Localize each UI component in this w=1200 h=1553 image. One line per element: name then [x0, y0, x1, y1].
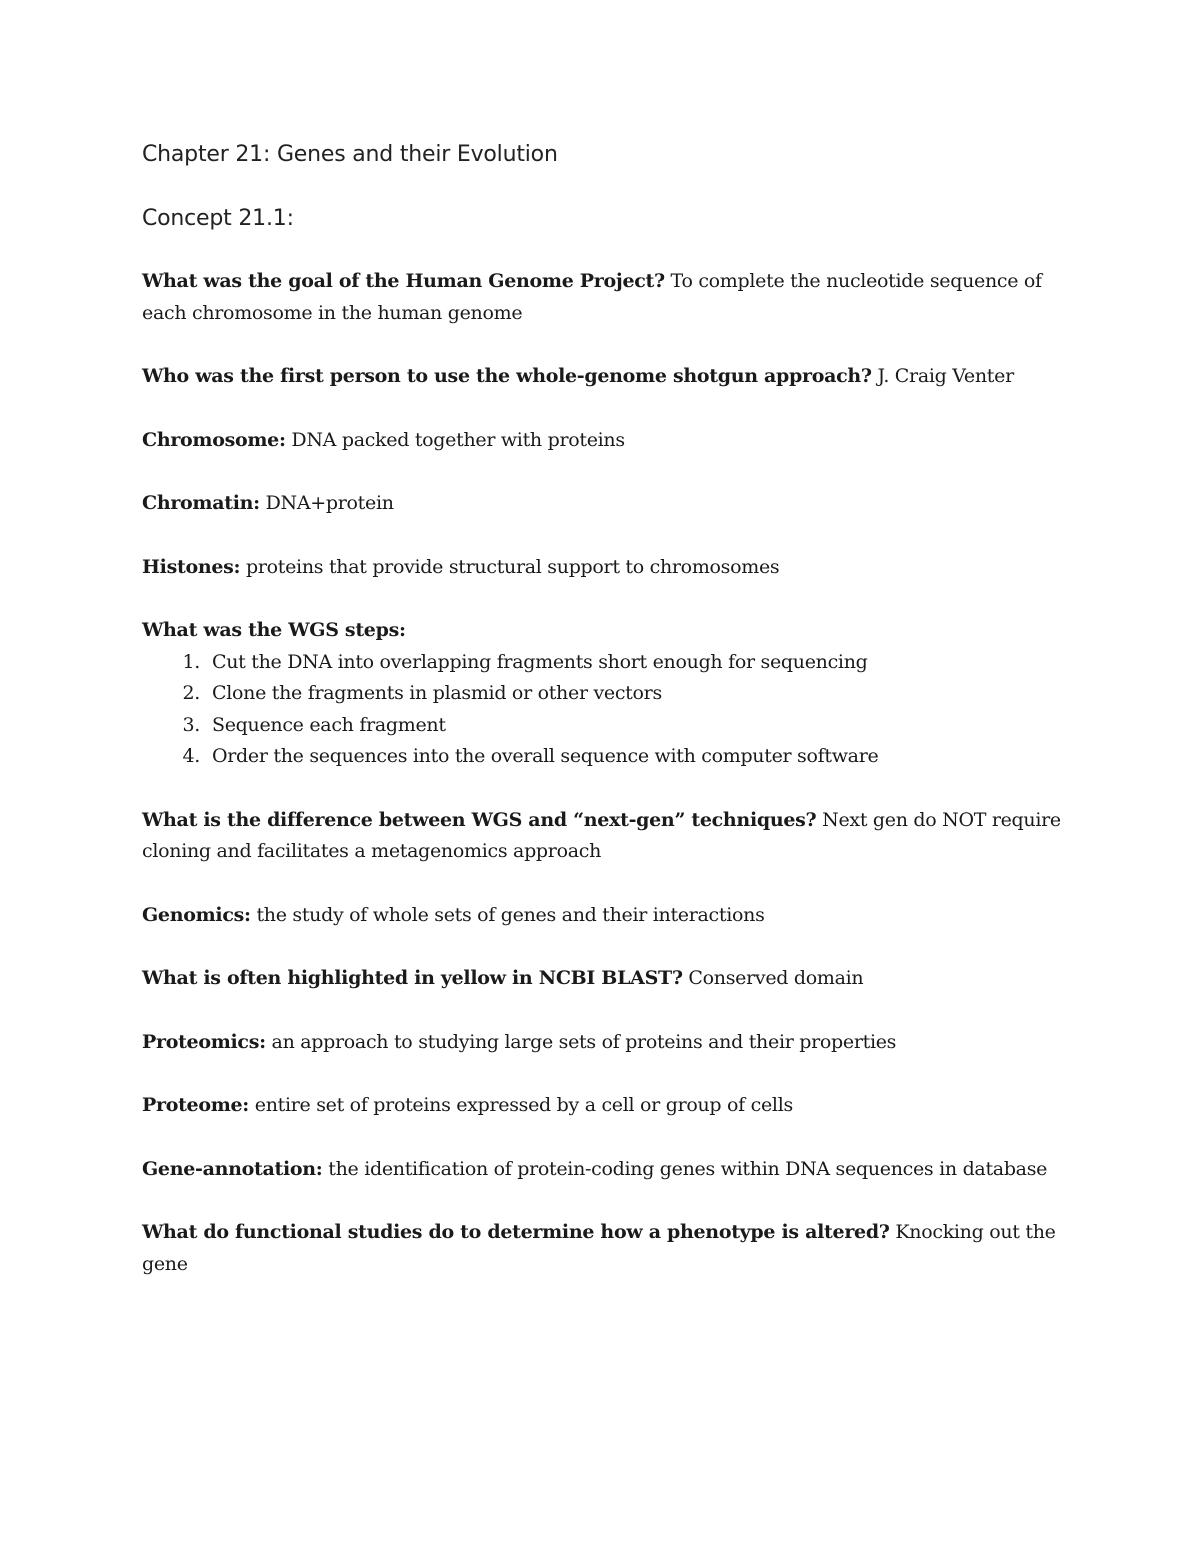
- question-text: What is the difference between WGS and “next-gen” techniques?: [142, 808, 817, 831]
- list-number: 1.: [182, 650, 200, 673]
- term-text: Proteome:: [142, 1094, 250, 1116]
- qa-functional-studies: [142, 1217, 1062, 1280]
- list-item: [142, 710, 1062, 742]
- term-text: Gene-annotation:: [142, 1157, 323, 1180]
- question-text: What do functional studies do to determine how a phenotype is altered?: [142, 1221, 890, 1243]
- list-item-text: Cut the DNA into overlapping fragments short enough for sequencing: [212, 650, 868, 673]
- question-text: What is often highlighted in yellow in NCBI BLAST?: [142, 967, 683, 989]
- list-number: 2.: [182, 682, 200, 704]
- concept-heading: Concept 21.1:: [142, 206, 294, 231]
- qa-wgs-vs-nextgen: [142, 805, 1062, 868]
- definition-text: DNA+protein: [259, 492, 394, 514]
- answer-text: Conserved domain: [682, 967, 864, 989]
- wgs-steps-label: What was the WGS steps:: [142, 619, 406, 641]
- qa-wgs-first-person: [142, 361, 1062, 393]
- list-item: [142, 678, 1062, 710]
- definition-genomics: [142, 900, 1062, 932]
- definition-text: DNA packed together with proteins: [285, 428, 625, 451]
- list-item-text: Order the sequences into the overall sequence with computer software: [212, 745, 879, 767]
- term-text: Chromatin:: [142, 492, 260, 514]
- answer-text: Knocking out the gene: [142, 1221, 1056, 1275]
- list-item-text: Clone the fragments in plasmid or other vectors: [212, 682, 662, 704]
- list-number: 4.: [182, 745, 200, 767]
- term-text: Genomics:: [142, 903, 251, 926]
- wgs-steps-list: [142, 647, 1062, 773]
- definition-histones: [142, 552, 1062, 584]
- question-text: What was the goal of the Human Genome Project?: [142, 270, 665, 292]
- term-text: Histones:: [142, 555, 241, 578]
- answer-text: J. Craig Venter: [871, 365, 1014, 387]
- definition-gene-annotation: [142, 1154, 1062, 1186]
- list-item: [142, 741, 1062, 773]
- definition-proteomics: [142, 1027, 1062, 1059]
- definition-text: proteins that provide structural support to chromosomes: [240, 555, 780, 578]
- list-number: 3.: [182, 713, 200, 736]
- definition-text: entire set of proteins expressed by a cell or group of cells: [249, 1094, 793, 1116]
- document-content: [142, 138, 1062, 1312]
- definition-text: an approach to studying large sets of proteins and their properties: [265, 1030, 897, 1053]
- definition-chromosome: [142, 425, 1062, 457]
- question-text: Who was the first person to use the whole-genome shotgun approach?: [142, 365, 872, 387]
- definition-text: the identification of protein-coding genes within DNA sequences in database: [322, 1157, 1048, 1180]
- answer-text: Next gen do NOT require cloning and facilitates a metagenomics approach: [142, 808, 1061, 862]
- definition-proteome: [142, 1090, 1062, 1122]
- definition-text: the study of whole sets of genes and their interactions: [250, 903, 765, 926]
- definition-chromatin: [142, 488, 1062, 520]
- list-item-text: Sequence each fragment: [212, 713, 446, 736]
- term-text: Chromosome:: [142, 428, 286, 451]
- qa-ncbi-blast: [142, 963, 1062, 995]
- chapter-heading: Chapter 21: Genes and their Evolution: [142, 142, 558, 167]
- term-text: Proteomics:: [142, 1030, 266, 1053]
- qa-goal-hgp: [142, 266, 1062, 329]
- answer-text: To complete the nucleotide sequence of each chromosome in the human genome: [142, 270, 1042, 324]
- list-item: [142, 647, 1062, 679]
